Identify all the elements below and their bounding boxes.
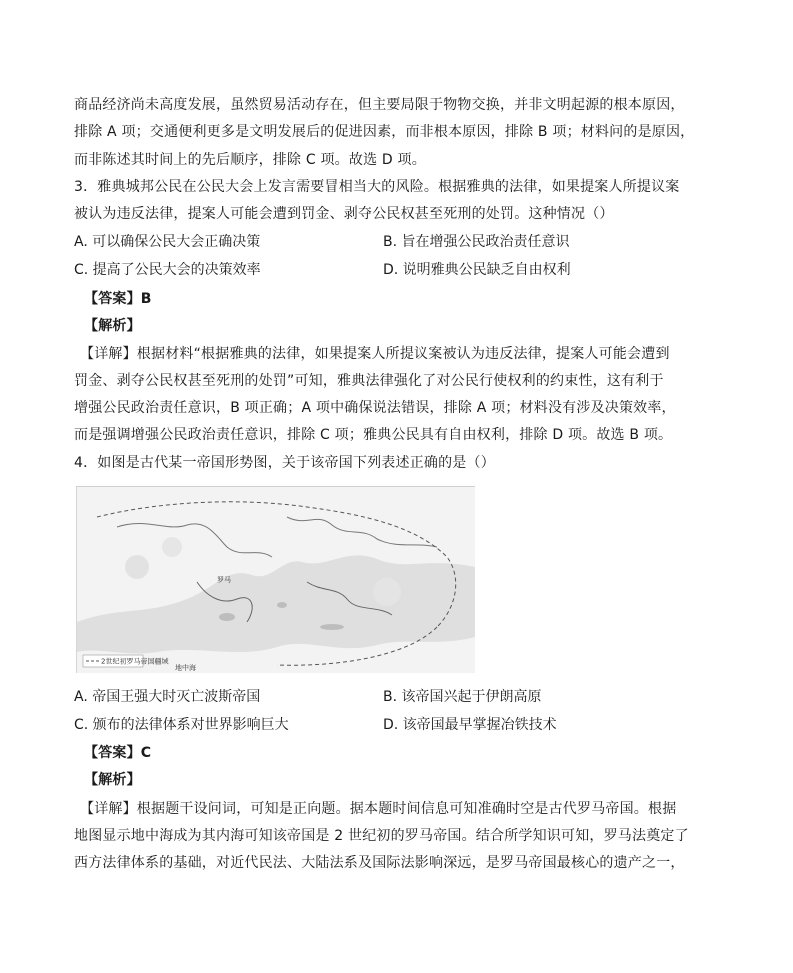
map-label-sea: 地中海 — [175, 664, 196, 672]
q3-detail-line: 【详解】根据材料“根据雅典的法律，如果提案人所提议案被认为违反法律，提案人可能会遭到 — [80, 346, 670, 362]
paragraph-line: 排除 A 项；交通便利更多是文明发展后的促进因素，而非根本原因，排除 B 项；材料问的是原因， — [74, 124, 695, 140]
q3-detail-line: 而是强调增强公民政治责任意识，排除 C 项；雅典公民具有自由权利，排除 D 项。故选 B 项。 — [74, 427, 673, 443]
q4-option-d: D. 该帝国最早掌握冶铁技术 — [383, 717, 557, 733]
q4-option-b: B. 该帝国兴起于伊朗高原 — [383, 689, 542, 705]
map-legend-text: 2世纪初罗马帝国疆域 — [101, 657, 169, 666]
q3-analysis-label: 【解析】 — [84, 318, 141, 334]
paragraph-line: 而非陈述其时间上的先后顺序，排除 C 项。故选 D 项。 — [74, 152, 426, 168]
q3-option-b: B. 旨在增强公民政治责任意识 — [383, 234, 570, 250]
map-label-rome: 罗马 — [217, 576, 231, 584]
map-drawing — [77, 487, 475, 673]
q4-detail-line: 【详解】根据题干设问词，可知是正向题。据本题时间信息可知准确时空是古代罗马帝国。根据 — [80, 801, 677, 817]
q3-detail-line: 罚金、剥夺公民权甚至死刑的处罚”可知，雅典法律强化了对公民行使权利的约束性，这有利于 — [74, 373, 664, 389]
q3-option-d: D. 说明雅典公民缺乏自由权利 — [383, 262, 571, 278]
q3-answer: 【答案】B — [84, 291, 152, 307]
empire-map-image — [76, 486, 475, 673]
paragraph-line: 商品经济尚未高度发展，虽然贸易活动存在，但主要局限于物物交换，并非文明起源的根本原因， — [74, 97, 685, 113]
q3-detail-line: 增强公民政治责任意识，B 项正确；A 项中确保说法错误，排除 A 项；材料没有涉及决策效率， — [74, 400, 676, 416]
q3-option-c: C. 提高了公民大会的决策效率 — [74, 262, 261, 278]
q4-option-c: C. 颁布的法律体系对世界影响巨大 — [74, 717, 289, 733]
q3-stem-line: 3．雅典城邦公民在公民大会上发言需要冒相当大的风险。根据雅典的法律，如果提案人所提议案 — [74, 179, 680, 195]
q3-stem-line: 被认为违反法律，提案人可能会遭到罚金、剥夺公民权甚至死刑的处罚。这种情况（） — [74, 206, 614, 222]
q4-detail-line: 地图显示地中海成为其内海可知该帝国是 2 世纪初的罗马帝国。结合所学知识可知，罗马法奠定了 — [74, 828, 689, 844]
q4-detail-line: 西方法律体系的基础，对近代民法、大陆法系及国际法影响深远，是罗马帝国最核心的遗产之一， — [74, 855, 685, 871]
q3-option-a: A. 可以确保公民大会正确决策 — [74, 234, 261, 250]
q4-option-a: A. 帝国王强大时灭亡波斯帝国 — [74, 689, 261, 705]
q4-stem: 4．如图是古代某一帝国形势图，关于该帝国下列表述正确的是（） — [74, 455, 495, 471]
q4-answer: 【答案】C — [84, 745, 152, 761]
q4-analysis-label: 【解析】 — [84, 772, 141, 788]
